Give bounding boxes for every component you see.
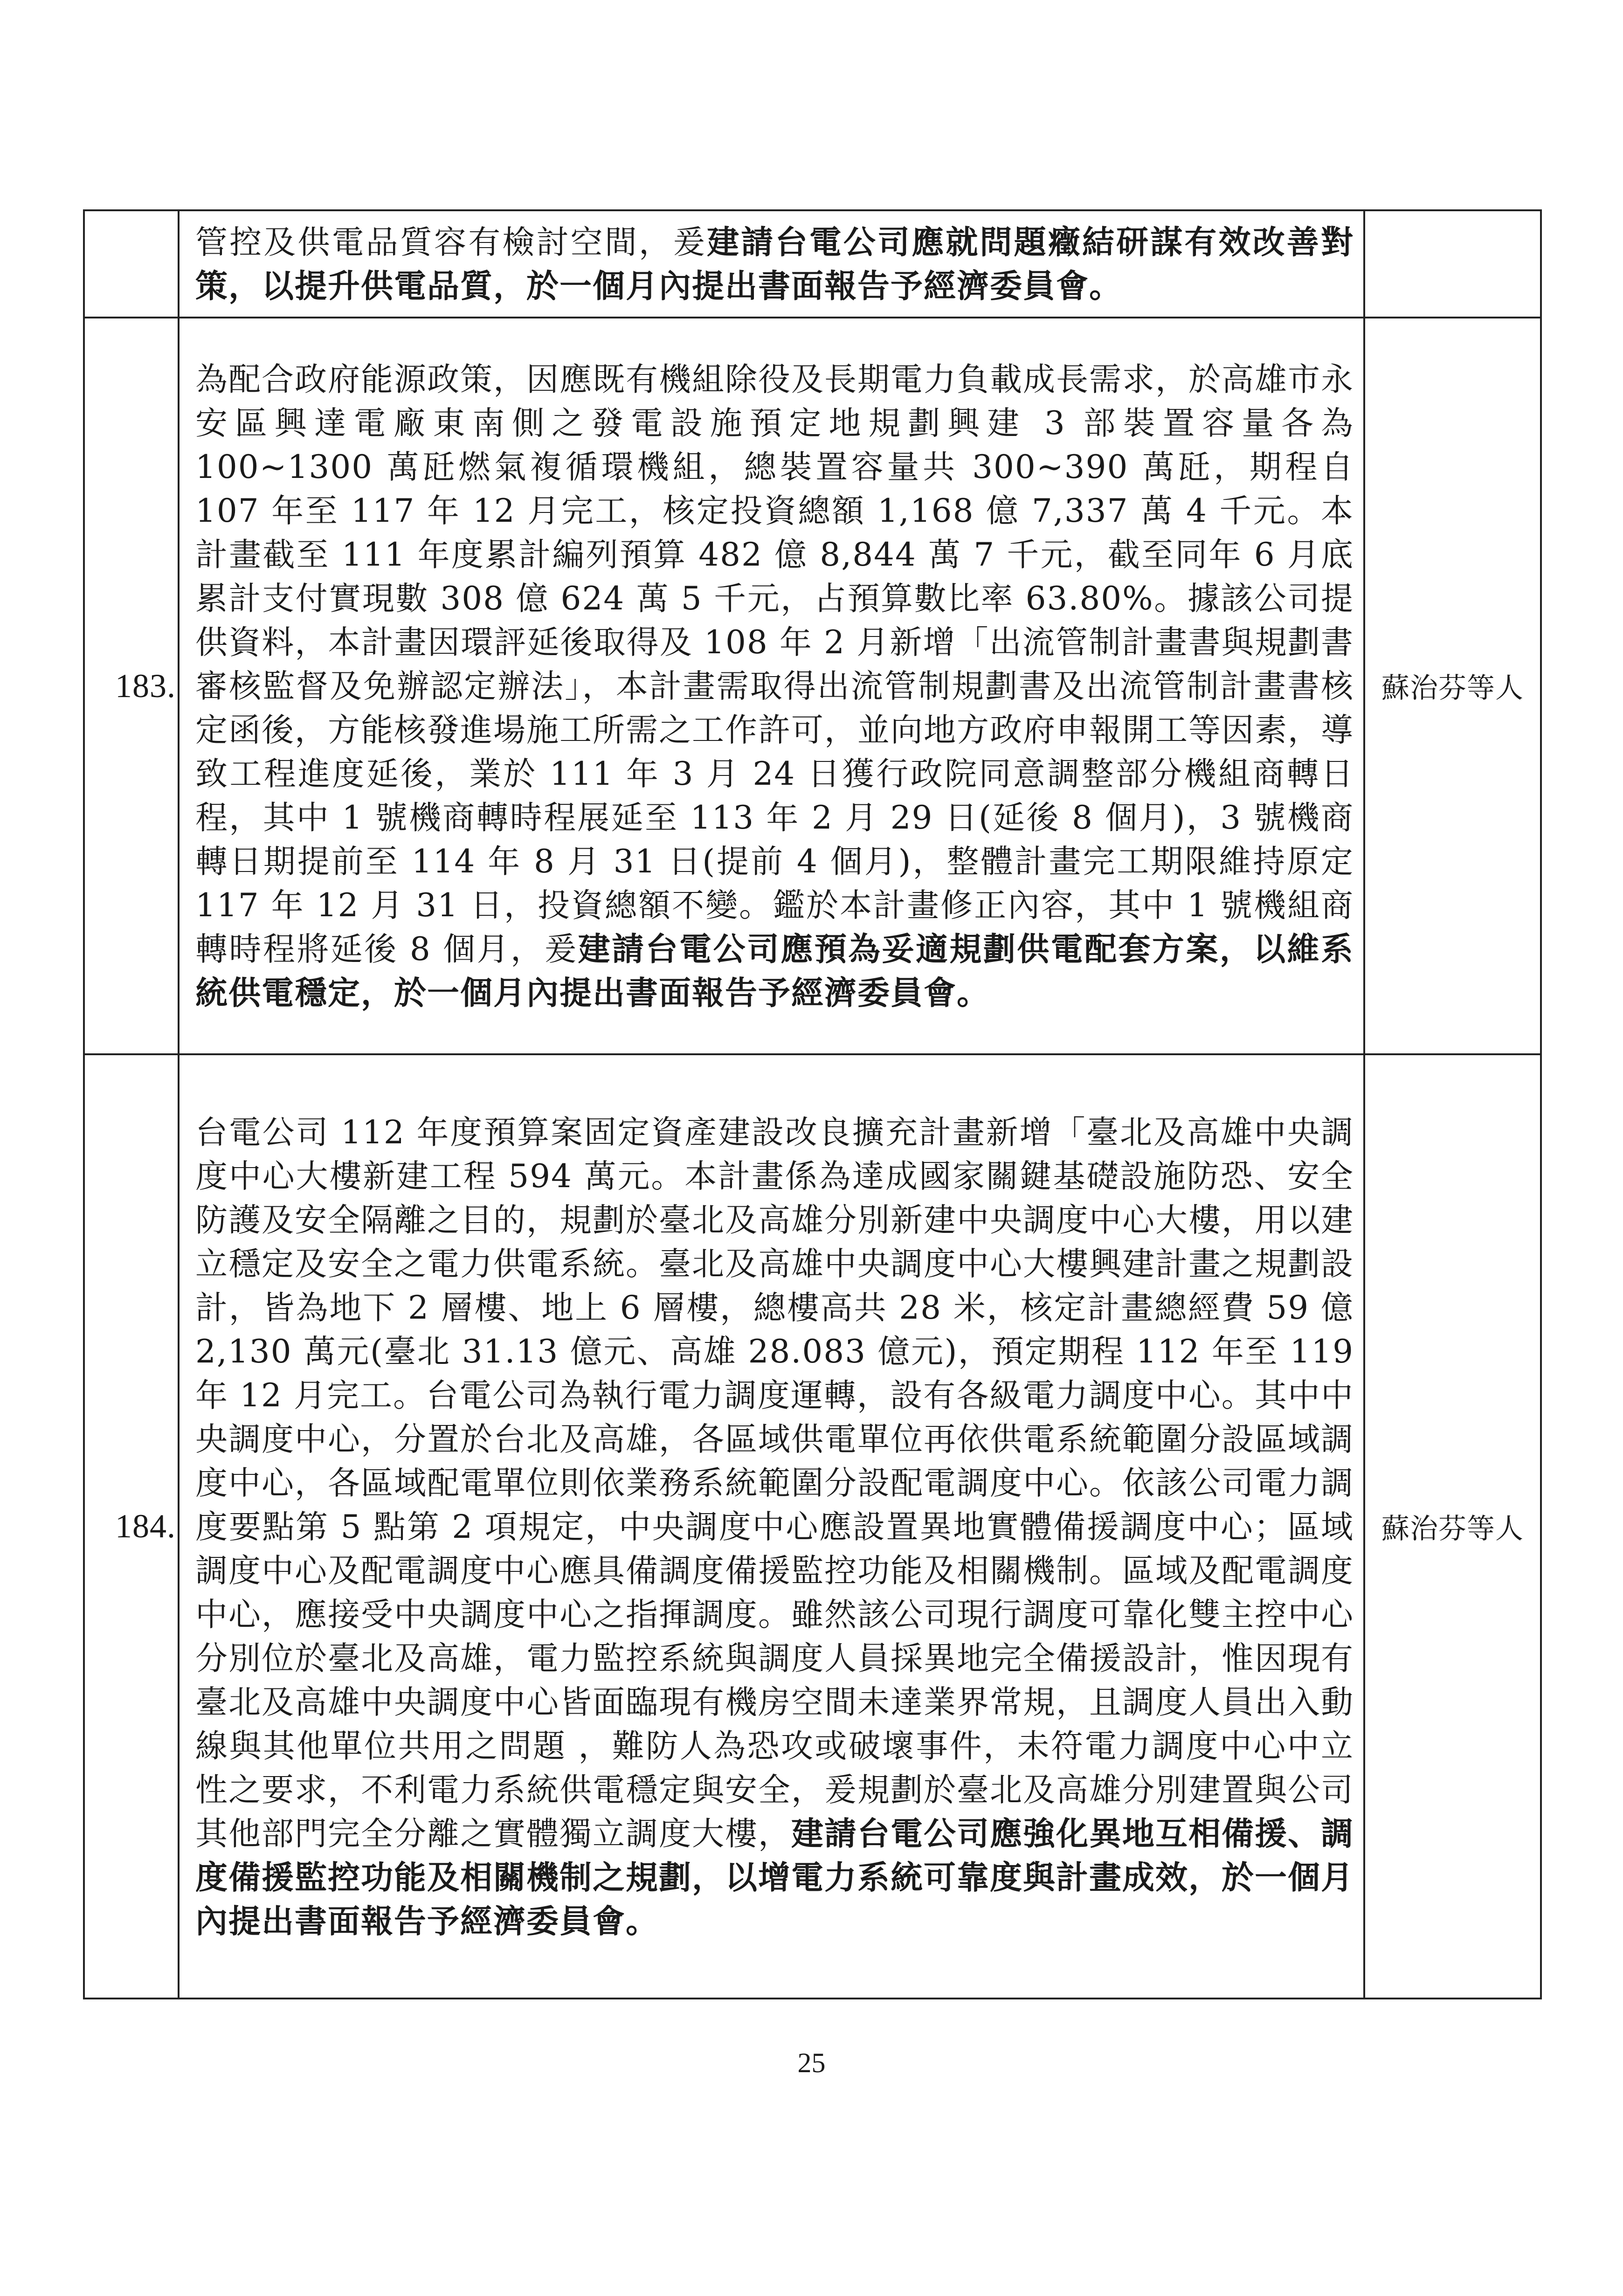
table-row [84, 1054, 1541, 1999]
motion-number: 183. [84, 318, 179, 1054]
motion-text [179, 318, 1364, 1054]
motion-number: 184. [84, 1054, 179, 1999]
motions-table [83, 209, 1542, 1999]
page-number: 25 [797, 2047, 826, 2078]
motion-proposer: 蘇治芬等人 [1364, 318, 1541, 1054]
motion-text [179, 210, 1364, 318]
motion-text-request: 建請台電公司應強化異地互相備援、調度備援監控功能及相關機制之規劃，以增電力系統可靠度與計畫成效，於一個月內提出書面報告予經濟委員會。 [195, 1814, 1354, 1940]
motion-number [84, 210, 179, 318]
motion-text-plain: 為配合政府能源政策，因應既有機組除役及長期電力負載成長需求，於高雄市永安區興達電廠東南側之發電設施預定地規劃興建 3 部裝置容量各為 100~1300 萬瓩燃氣複循環機組，總裝置容量共 300~390 萬瓩，期程自 107 年至 117 年 12 月完工，核定投資總額 1,168 億 7,337 萬 4 千元。本計畫截至 111 年度累計編列預算 482 億 8,844 萬 7 千元，截至同年 6 月底累計支付實現數 308 億 624 萬 5 千元，占預算數比率 63.80%。據該公司提供資料，本計畫因環評延後取得及 108 年 2 月新增「出流管制計畫書與規劃書審核監督及免辦認定辦法」，本計畫需取得出流管制規劃書及出流管制計畫書核定函後，方能核發進場施工所需之工作許可，並向地方政府申報開工等因素，導致工程進度延後，業於 111 年 3 月 24 日獲行政院同意調整部分機組商轉日程，其中 1 號機商轉時程展延至 113 年 2 月 29 日(延後 8 個月)，3 號機商轉日期提前至 114 年 8 月 31 日(提前 4 個月)，整體計畫完工期限維持原定 117 年 12 月 31 日，投資總額不變。鑑於本計畫修正內容，其中 1 號機組商轉時程將延後 8 個月，爰 [195, 361, 1354, 968]
motion-proposer [1364, 210, 1541, 318]
motion-text-plain: 台電公司 112 年度預算案固定資產建設改良擴充計畫新增「臺北及高雄中央調度中心大樓新建工程 594 萬元。本計畫係為達成國家關鍵基礎設施防恐、安全防護及安全隔離之目的，規劃於臺北及高雄分別新建中央調度中心大樓，用以建立穩定及安全之電力供電系統。臺北及高雄中央調度中心大樓興建計畫之規劃設計，皆為地下 2 層樓、地上 6 層樓，總樓高共 28 米，核定計畫總經費 59 億 2,130 萬元(臺北 31.13 億元、高雄 28.083 億元)，預定期程 112 年至 119 年 12 月完工。台電公司為執行電力調度運轉，設有各級電力調度中心。其中中央調度中心，分置於台北及高雄，各區域供電單位再依供電系統範圍分設區域調度中心，各區域配電單位則依業務系統範圍分設配電調度中心。依該公司電力調度要點第 5 點第 2 項規定，中央調度中心應設置異地實體備援調度中心；區域調度中心及配電調度中心應具備調度備援監控功能及相關機制。區域及配電調度中心，應接受中央調度中心之指揮調度。雖然該公司現行調度可靠化雙主控中心分別位於臺北及高雄，電力監控系統與調度人員採異地完全備援設計，惟因現有臺北及高雄中央調度中心皆面臨現有機房空間未達業界常規，且調度人員出入動線與其他單位共用之問題 ，難防人為恐攻或破壞事件，未符電力調度中心中立性之要求，不利電力系統供電穩定與安全，爰規劃於臺北及高雄分別建置與公司其他部門完全分離之實體獨立調度大樓， [195, 1113, 1354, 1853]
motion-text [179, 1054, 1364, 1999]
motion-text-request: 建請台電公司應預為妥適規劃供電配套方案，以維系統供電穩定，於一個月內提出書面報告予經濟委員會。 [195, 930, 1354, 1012]
motion-text-plain: 管控及供電品質容有檢討空間，爰 [195, 224, 707, 261]
table-row [84, 210, 1541, 318]
motion-proposer: 蘇治芬等人 [1364, 1054, 1541, 1999]
table-row [84, 318, 1541, 1054]
motion-text-request: 建請台電公司應就問題癥結研謀有效改善對策，以提升供電品質，於一個月內提出書面報告予經濟委員會。 [195, 223, 1354, 305]
